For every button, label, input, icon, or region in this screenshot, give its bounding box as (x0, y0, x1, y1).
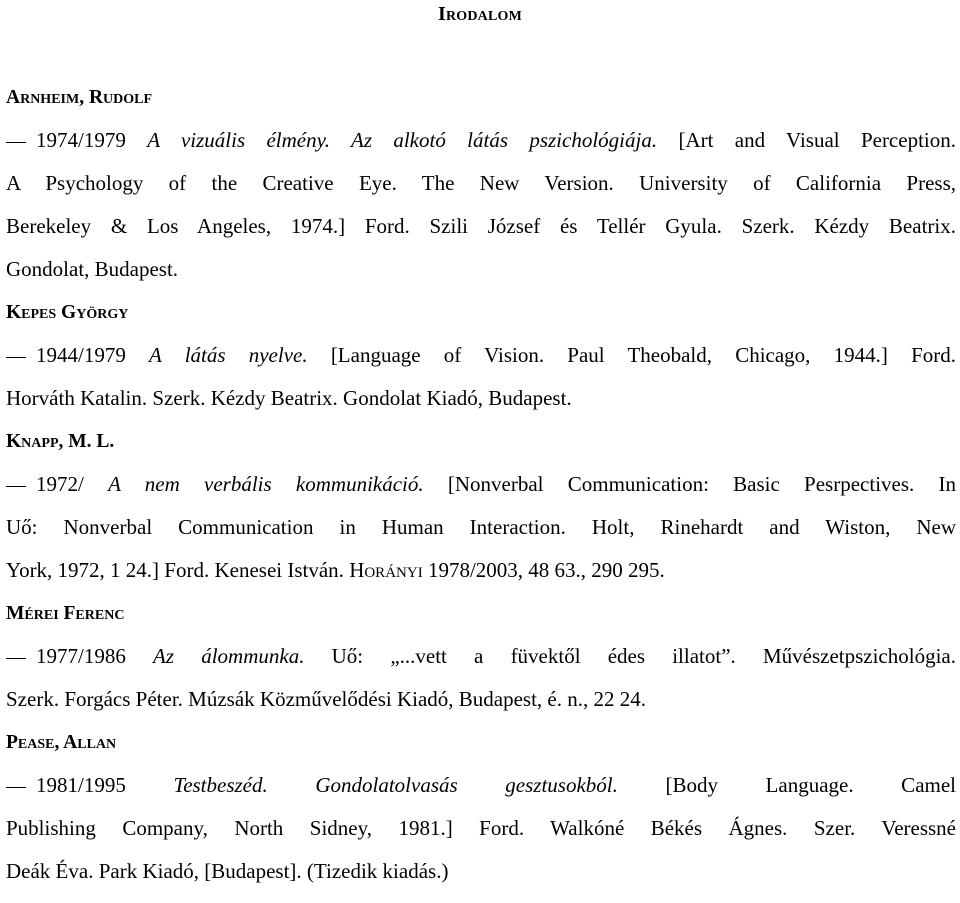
entry-title: A látás nyelve. (149, 343, 308, 367)
bibliography-entry (6, 119, 956, 291)
entry-details: [Art and Visual Perception. (678, 128, 956, 152)
entry-line (6, 549, 956, 592)
bibliography (6, 76, 956, 893)
entry-year: 1944/1979 (36, 343, 126, 367)
dash-mark (6, 658, 26, 659)
entry-details: [Nonverbal Communication: Basic Pesrpectives. In (447, 472, 957, 496)
entry-year: 1974/1979 (36, 128, 126, 152)
entry-line: A Psychology of the Creative Eye. The New Version. University of California Press, (6, 171, 956, 195)
dash-mark (6, 787, 26, 788)
entry-line: Publishing Company, North Sidney, 1981.] Ford. Walkóné Békés Ágnes. Szer. Veressné (6, 816, 956, 840)
entry-line (6, 119, 956, 162)
entry-year: 1981/1995 (36, 773, 126, 797)
author-heading: Knapp, M. L. (6, 431, 115, 452)
author-heading: Kepes György (6, 302, 129, 323)
entry-title: A vizuális élmény. Az alkotó látás pszichológiája. (147, 128, 658, 152)
entry-year: 1972/ (36, 472, 84, 496)
entry-title: Az álommunka. (153, 644, 305, 668)
entry-title: Testbeszéd. Gondolatolvasás gesztusokból. (173, 773, 618, 797)
cross-reference-author: Horányi (349, 558, 423, 582)
author-heading: Arnheim, Rudolf (6, 87, 153, 108)
entry-line: Szerk. Forgács Péter. Múzsák Közművelődési Kiadó, Budapest, é. n., 22 24. (6, 687, 646, 711)
entry-title: A nem verbális kommunikáció. (108, 472, 424, 496)
entry-details: [Language of Vision. Paul Theobald, Chicago, 1944.] Ford. (330, 343, 956, 367)
entry-line (6, 635, 956, 678)
page-title: Irodalom (437, 3, 523, 25)
bibliography-entry (6, 334, 956, 420)
entry-line: Berekeley & Los Angeles, 1974.] Ford. Szili József és Tellér Gyula. Szerk. Kézdy Beatrix. (6, 214, 956, 238)
bibliography-entry (6, 635, 956, 721)
author-heading: Mérei Ferenc (6, 603, 125, 624)
entry-text: 1978/2003, 48 63., 290 295. (427, 558, 665, 582)
entry-line: Uő: Nonverbal Communication in Human Interaction. Holt, Rinehardt and Wiston, New (6, 515, 956, 539)
entry-line (6, 463, 956, 506)
bibliography-entry (6, 764, 956, 893)
dash-mark (6, 486, 26, 487)
entry-line: Horváth Katalin. Szerk. Kézdy Beatrix. Gondolat Kiadó, Budapest. (6, 386, 572, 410)
entry-line: Deák Éva. Park Kiadó, [Budapest]. (Tizedik kiadás.) (6, 859, 449, 883)
dash-mark (6, 357, 26, 358)
entry-line (6, 764, 956, 807)
entry-text: York, 1972, 1 24.] Ford. Kenesei István. (6, 558, 344, 582)
author-heading: Pease, Allan (6, 732, 117, 753)
entry-details: Uő: „...vett a füvektől édes illatot”. Művészetpszichológia. (331, 644, 956, 668)
entry-details: [Body Language. Camel (665, 773, 956, 797)
entry-year: 1977/1986 (36, 644, 126, 668)
dash-mark (6, 142, 26, 143)
bibliography-entry (6, 463, 956, 592)
entry-line (6, 334, 956, 377)
entry-line: Gondolat, Budapest. (6, 257, 179, 281)
